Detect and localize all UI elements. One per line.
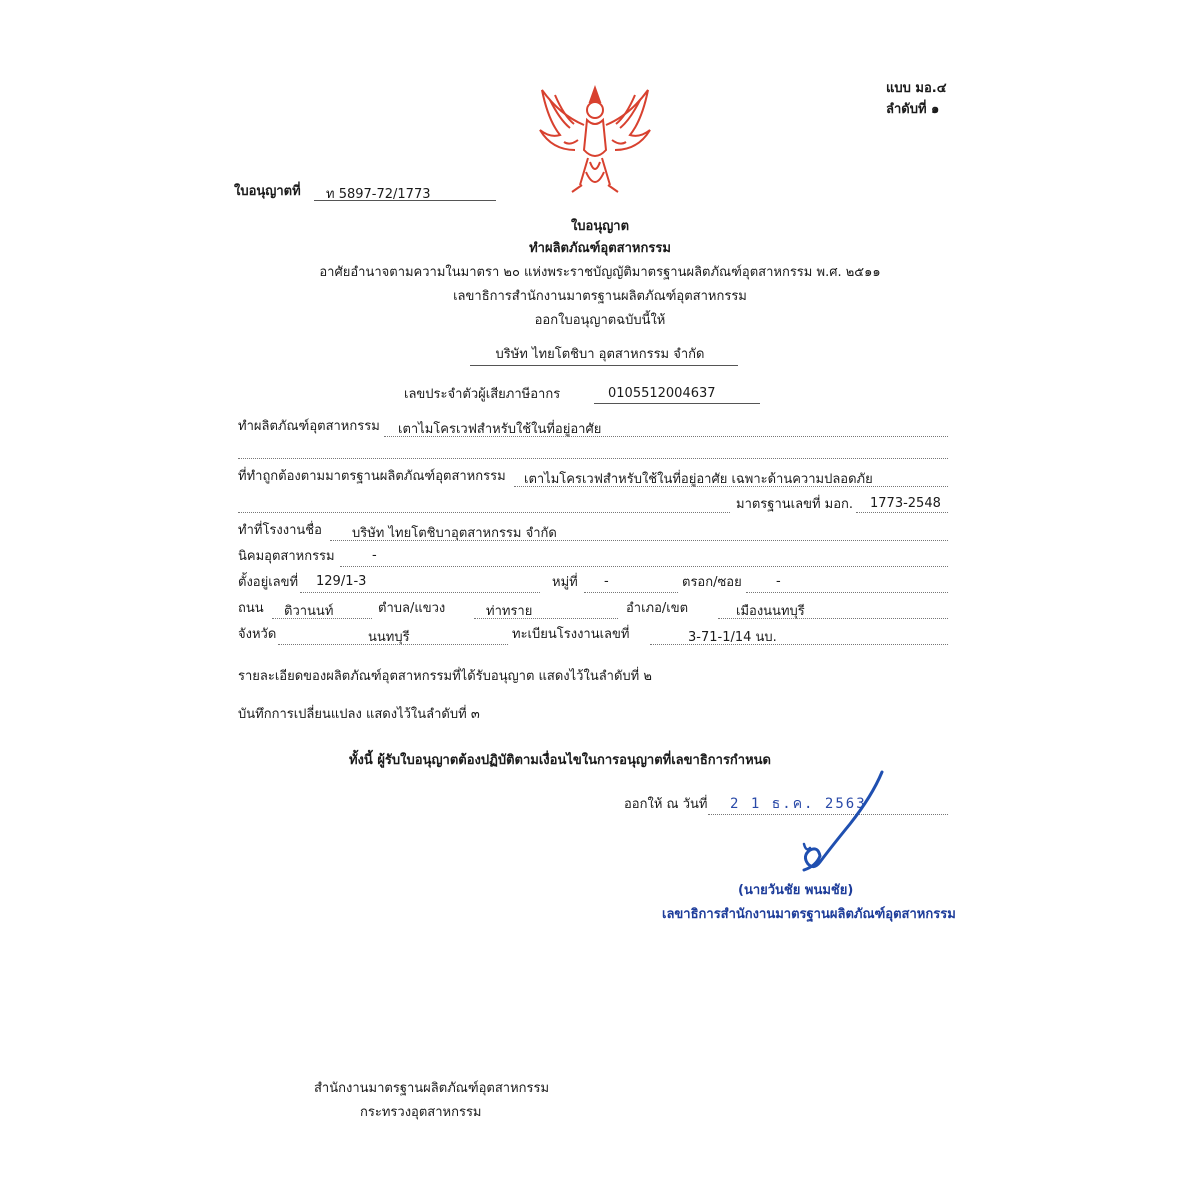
estate-label: นิคมอุตสาหกรรม: [238, 549, 335, 564]
district-value: เมืองนนทบุรี: [736, 604, 805, 619]
authority-line: อาศัยอำนาจตามความในมาตรา ๒๐ แห่งพระราชบัญญัติมาตรฐานผลิตภัณฑ์อุตสาหกรรม พ.ศ. ๒๕๑๑: [319, 265, 881, 280]
tax-id-label: เลขประจำตัวผู้เสียภาษีอากร: [404, 387, 561, 402]
changes-note: บันทึกการเปลี่ยนแปลง แสดงไว้ในลำดับที่ ๓: [238, 707, 480, 722]
standard-number-label: มาตรฐานเลขที่ มอก.: [736, 497, 854, 512]
road-value: ติวานนท์: [284, 604, 334, 619]
issue-date: 2 1 ธ.ค. 2563: [730, 796, 867, 812]
province-value: นนทบุรี: [368, 630, 410, 645]
address-no-label: ตั้งอยู่เลขที่: [238, 575, 299, 590]
signature-mark-icon: [780, 766, 890, 876]
title-sub: ทำผลิตภัณฑ์อุตสาหกรรม: [529, 241, 671, 256]
address-no: 129/1-3: [316, 574, 367, 589]
form-order: ลำดับที่ ๑: [886, 102, 940, 117]
factory-reg-value: 3-71-1/14 นบ.: [688, 630, 777, 645]
factory-name: บริษัท ไทยโตชิบาอุตสาหกรรม จำกัด: [352, 526, 557, 541]
signer-title: เลขาธิการสำนักงานมาตรฐานผลิตภัณฑ์อุตสาหกรรม: [662, 907, 956, 922]
form-code: แบบ มอ.๔: [886, 81, 947, 96]
signer-name: (นายวันชัย พนมชัย): [738, 883, 854, 898]
estate-value: -: [372, 548, 377, 563]
standard-label: ที่ทำถูกต้องตามมาตรฐานผลิตภัณฑ์อุตสาหกรรม: [238, 469, 506, 484]
road-label: ถนน: [238, 601, 264, 616]
details-note: รายละเอียดของผลิตภัณฑ์อุตสาหกรรมที่ได้รับอนุญาต แสดงไว้ในลำดับที่ ๒: [238, 669, 652, 684]
issuer-line: เลขาธิการสำนักงานมาตรฐานผลิตภัณฑ์อุตสาหกรรม: [453, 289, 747, 304]
issue-to-line: ออกใบอนุญาตฉบับนี้ให้: [534, 313, 666, 328]
moo-value: -: [604, 574, 609, 589]
product-value: เตาไมโครเวฟสำหรับใช้ในที่อยู่อาศัย: [398, 422, 602, 437]
license-number-label: ใบอนุญาตที่: [234, 184, 301, 199]
standard-value: เตาไมโครเวฟสำหรับใช้ในที่อยู่อาศัย เฉพาะด้านความปลอดภัย: [524, 472, 873, 487]
subdistrict-label: ตำบล/แขวง: [378, 601, 446, 616]
issue-date-label: ออกให้ ณ วันที่: [624, 797, 708, 812]
factory-label: ทำที่โรงงานชื่อ: [238, 523, 322, 538]
moo-label: หมู่ที่: [552, 575, 578, 590]
district-label: อำเภอ/เขต: [626, 601, 689, 616]
title-main: ใบอนุญาต: [570, 219, 630, 234]
product-label: ทำผลิตภัณฑ์อุตสาหกรรม: [238, 419, 380, 434]
soi-value: -: [776, 574, 781, 589]
footer-agency: สำนักงานมาตรฐานผลิตภัณฑ์อุตสาหกรรม: [314, 1081, 550, 1096]
footer-ministry: กระทรวงอุตสาหกรรม: [360, 1105, 482, 1120]
grantee-name: บริษัท ไทยโตชิบา อุตสาหกรรม จำกัด: [495, 347, 705, 362]
tax-id-value: 0105512004637: [608, 386, 716, 401]
subdistrict-value: ท่าทราย: [486, 604, 533, 619]
factory-reg-label: ทะเบียนโรงงานเลขที่: [512, 627, 630, 642]
license-number: ท 5897-72/1773: [326, 187, 431, 202]
standard-number: 1773-2548: [870, 496, 941, 511]
province-label: จังหวัด: [238, 627, 277, 642]
soi-label: ตรอก/ซอย: [682, 575, 742, 590]
condition-statement: ทั้งนี้ ผู้รับใบอนุญาตต้องปฏิบัติตามเงื่อนไขในการอนุญาตที่เลขาธิการกำหนด: [348, 753, 771, 768]
garuda-emblem-icon: [530, 80, 660, 200]
